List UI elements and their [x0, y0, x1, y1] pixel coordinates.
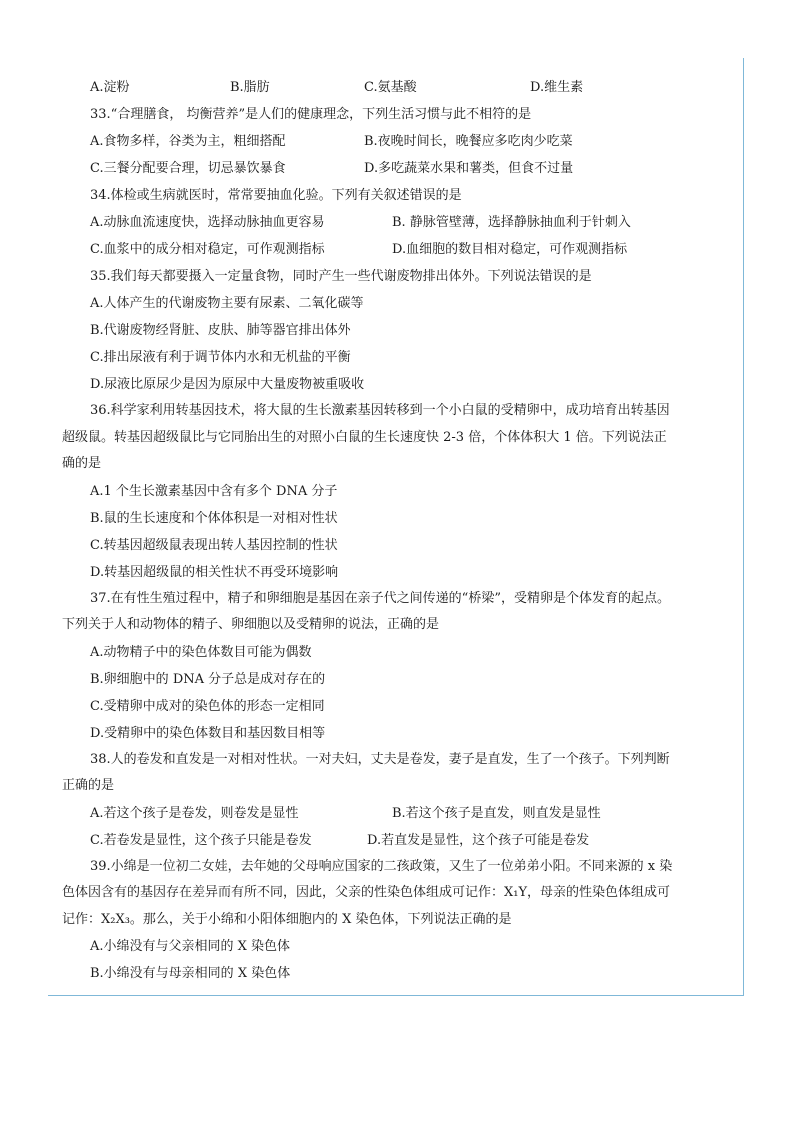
q37-option-c: C.受精卵中成对的染色体的形态一定相同: [90, 698, 325, 714]
q34-options-row-2: [62, 236, 732, 263]
q38-stem-line-2: 正确的是: [62, 778, 115, 793]
q34-stem: 34.体检或生病就医时，常常要抽血化验。下列有关叙述错误的是: [90, 188, 462, 203]
q36-option-b: B.鼠的生长速度和个体体积是一对相对性状: [90, 510, 338, 526]
q36-option-c: C.转基因超级鼠表现出转人基因控制的性状: [90, 537, 338, 553]
q38-stem-line-1: 38.人的卷发和直发是一对相对性状。一对夫妇，丈夫是卷发，妻子是直发，生了一个孩子。下列判断: [90, 751, 670, 767]
q32-option-c: C.氨基酸: [364, 80, 417, 95]
q35-stem: 35.我们每天都要摄入一定量食物，同时产生一些代谢废物排出体外。下列说法错误的是: [90, 269, 592, 284]
q38-option-a: A.若这个孩子是卷发，则卷发是显性: [90, 805, 299, 821]
page-frame-right-border: [743, 58, 744, 996]
q39-stem-line-2: 色体因含有的基因存在差异而有所不同，因此，父亲的性染色体组成可记作：X₁Y，母亲的性染色体组成可: [62, 885, 671, 900]
q38-options-row-2: [62, 827, 732, 854]
q35-option-b: B.代谢废物经肾脏、皮肤、肺等器官排出体外: [90, 323, 351, 338]
page-frame-bottom-border: [48, 995, 744, 996]
q34-option-b: B. 静脉管壁薄，选择静脉抽血利于针刺入: [392, 215, 631, 230]
q37-option-b: B.卵细胞中的 DNA 分子总是成对存在的: [90, 671, 326, 687]
q32-option-b: B.脂肪: [230, 80, 270, 95]
q39-stem-line-3: 记作：X₂X₃。那么，关于小绵和小阳体细胞内的 X 染色体，下列说法正确的是: [62, 911, 512, 927]
q38-options-row-1: [62, 800, 732, 827]
q36-option-a: A.1 个生长激素基因中含有多个 DNA 分子: [90, 483, 338, 499]
q34-option-a: A.动脉血流速度快，选择动脉抽血更容易: [90, 215, 325, 230]
q35-option-d: D.尿液比原尿少是因为原尿中大量废物被重吸收: [90, 377, 365, 392]
q39-option-a: A.小绵没有与父亲相同的 X 染色体: [90, 939, 291, 954]
q36-option-d: D.转基因超级鼠的相关性状不再受环境影响: [90, 564, 339, 580]
q33-option-a: A.食物多样，谷类为主，粗细搭配: [90, 134, 286, 149]
q33-option-c: C.三餐分配要合理，切忌暴饮暴食: [90, 161, 286, 176]
q36-stem-line-2: 超级鼠。转基因超级鼠比与它同胎出生的对照小白鼠的生长速度快 2-3 倍，个体体积大 1 倍。下列说法正: [62, 429, 667, 445]
exam-content: [62, 74, 732, 987]
q37-stem-line-1: 37.在有性生殖过程中，精子和卵细胞是基因在亲子代之间传递的“桥梁”，受精卵是个体发育的起点。: [90, 590, 670, 606]
q39-option-b: B.小绵没有与母亲相同的 X 染色体: [90, 966, 291, 981]
q36-stem-line-1: 36.科学家利用转基因技术，将大鼠的生长激素基因转移到一个小白鼠的受精卵中，成功培育出转基因: [90, 403, 670, 418]
q38-option-c: C.若卷发是显性，这个孩子只能是卷发: [90, 832, 312, 848]
q33-option-b: B.夜晚时间长，晚餐应多吃肉少吃菜: [364, 134, 573, 149]
q34-option-c: C.血浆中的成分相对稳定，可作观测指标: [90, 242, 325, 257]
q37-stem-line-2: 下列关于人和动物体的精子、卵细胞以及受精卵的说法，正确的是: [62, 617, 440, 632]
q33-options-row-1: [62, 128, 732, 155]
q33-stem: 33.“合理膳食， 均衡营养”是人们的健康理念，下列生活习惯与此不相符的是: [90, 107, 532, 122]
q33-options-row-2: [62, 155, 732, 182]
q37-option-a: A.动物精子中的染色体数目可能为偶数: [90, 644, 312, 660]
q37-option-d: D.受精卵中的染色体数目和基因数目相等: [90, 725, 326, 741]
q38-option-b: B.若这个孩子是直发，则直发是显性: [392, 805, 601, 821]
q34-option-d: D.血细胞的数目相对稳定，可作观测指标: [392, 242, 628, 257]
q34-options-row-1: [62, 209, 732, 236]
q38-option-d: D.若直发是显性，这个孩子可能是卷发: [367, 832, 590, 848]
q39-stem-line-1: 39.小绵是一位初二女娃，去年她的父母响应国家的二孩政策，又生了一位弟弟小阳。不同来源的 x 染: [90, 858, 673, 874]
q35-option-c: C.排出尿液有利于调节体内水和无机盐的平衡: [90, 350, 351, 365]
q32-options-row: [62, 74, 732, 101]
q33-option-d: D.多吃蔬菜水果和薯类，但食不过量: [364, 161, 574, 176]
q32-option-d: D.维生素: [530, 80, 584, 95]
q32-option-a: A.淀粉: [90, 80, 130, 95]
q35-option-a: A.人体产生的代谢废物主要有尿素、二氧化碳等: [90, 296, 364, 311]
q36-stem-line-3: 确的是: [62, 456, 102, 471]
